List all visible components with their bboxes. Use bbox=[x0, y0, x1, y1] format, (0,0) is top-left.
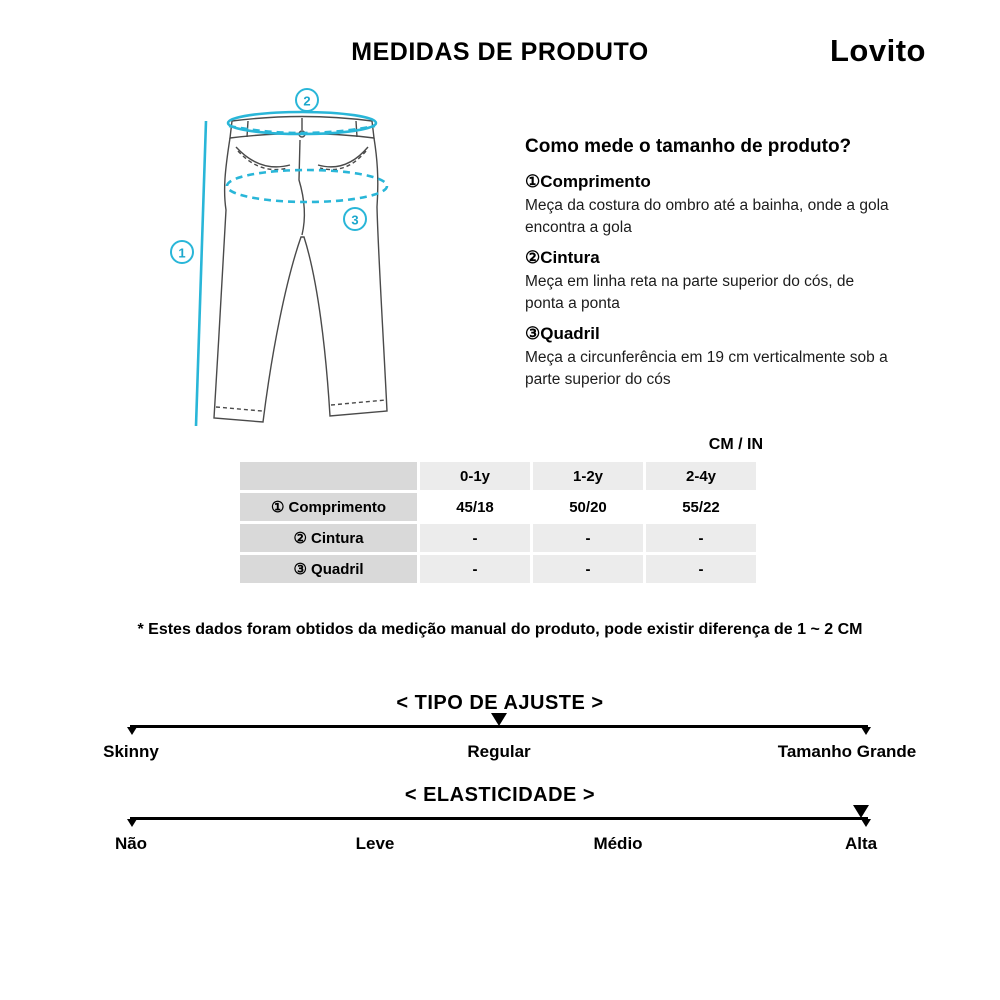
pants-body bbox=[214, 138, 387, 422]
table-cell: - bbox=[533, 524, 643, 552]
elasticity-label-leve: Leve bbox=[355, 834, 395, 853]
measurement-note: * Estes dados foram obtidos da medição manual do produto, pode existir diferença de 1 ~ 2 CM bbox=[137, 621, 863, 638]
guide-item-text: Meça da costura do ombro até a bainha, onde a gola encontra a gola bbox=[525, 197, 889, 236]
elasticity-scale bbox=[130, 807, 868, 829]
row-label: ③ Quadril bbox=[240, 555, 417, 583]
column-header: 2-4y bbox=[646, 462, 756, 490]
measure-guide bbox=[525, 136, 897, 391]
table-cell: - bbox=[646, 555, 756, 583]
table-header-row bbox=[240, 462, 756, 490]
row-label: ① Comprimento bbox=[240, 493, 417, 521]
elasticity-scale-title: < ELASTICIDADE > bbox=[404, 784, 596, 806]
pants-illustration bbox=[120, 85, 520, 455]
table-cell: - bbox=[420, 524, 530, 552]
hem-stitch-right bbox=[331, 400, 386, 405]
elasticity-label-nao: Não bbox=[114, 834, 148, 853]
fly-seam bbox=[299, 140, 304, 235]
elasticity-label-medio: Médio bbox=[593, 834, 643, 853]
guide-item-cintura bbox=[525, 248, 897, 315]
length-badge-number: 1 bbox=[178, 245, 186, 261]
fit-label-tamanho-grande: Tamanho Grande bbox=[777, 742, 917, 761]
guide-item-quadril bbox=[525, 324, 897, 391]
fit-label-skinny: Skinny bbox=[103, 742, 159, 761]
guide-item-label: ②Cintura bbox=[525, 248, 600, 267]
table-cell: - bbox=[533, 555, 643, 583]
guide-heading: Como mede o tamanho de produto? bbox=[525, 136, 852, 157]
size-table bbox=[237, 459, 759, 586]
table-corner-cell bbox=[240, 462, 417, 490]
table-cell: 55/22 bbox=[646, 493, 756, 521]
elasticity-scale-right-end-icon bbox=[861, 819, 871, 827]
table-cell: 50/20 bbox=[533, 493, 643, 521]
column-header: 0-1y bbox=[420, 462, 530, 490]
fit-scale-left-end-icon bbox=[127, 727, 137, 735]
hip-badge-number: 3 bbox=[351, 212, 359, 228]
fit-scale-title: < TIPO DE AJUSTE > bbox=[396, 692, 604, 714]
guide-item-label: ③Quadril bbox=[525, 324, 600, 343]
table-cell: - bbox=[646, 524, 756, 552]
hem-stitch-left bbox=[216, 407, 262, 411]
pants-diagram bbox=[120, 85, 520, 455]
elasticity-scale-line bbox=[130, 817, 868, 820]
fit-label-regular: Regular bbox=[467, 742, 531, 761]
unit-label: CM / IN bbox=[708, 436, 763, 453]
elasticity-labels bbox=[0, 834, 1000, 858]
elasticity-scale-left-end-icon bbox=[127, 819, 137, 827]
table-row-quadril bbox=[240, 555, 756, 583]
table-row-cintura bbox=[240, 524, 756, 552]
hip-measure-ellipse bbox=[227, 170, 387, 202]
fit-scale-right-end-icon bbox=[861, 727, 871, 735]
fit-marker bbox=[491, 713, 507, 726]
fit-scale bbox=[130, 715, 868, 737]
elasticity-marker bbox=[853, 805, 869, 818]
brand-logo: Lovito bbox=[830, 33, 926, 68]
table-cell: 45/18 bbox=[420, 493, 530, 521]
guide-item-comprimento bbox=[525, 172, 897, 239]
guide-item-text: Meça em linha reta na parte superior do cós, de ponta a ponta bbox=[525, 273, 855, 312]
guide-item-label: ①Comprimento bbox=[525, 172, 651, 191]
belt-loop bbox=[356, 121, 357, 137]
elasticity-label-alta: Alta bbox=[844, 834, 878, 853]
page-title: MEDIDAS DE PRODUTO bbox=[351, 38, 649, 66]
table-row-comprimento bbox=[240, 493, 756, 521]
row-label: ② Cintura bbox=[240, 524, 417, 552]
guide-item-text: Meça a circunferência em 19 cm verticalmente sob a parte superior do cós bbox=[525, 349, 888, 388]
fit-labels bbox=[0, 742, 1000, 766]
column-header: 1-2y bbox=[533, 462, 643, 490]
table-cell: - bbox=[420, 555, 530, 583]
length-measure-line bbox=[196, 121, 206, 426]
waist-badge-number: 2 bbox=[303, 93, 311, 109]
